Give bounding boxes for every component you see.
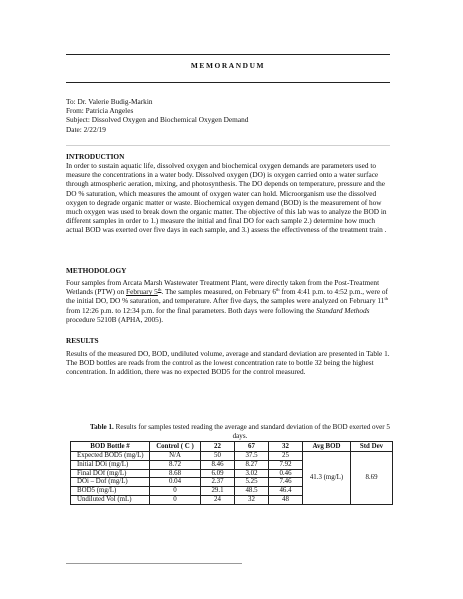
column-header: BOD Bottle #: [71, 442, 150, 452]
table-cell: N/A: [150, 452, 201, 461]
methodology-text-part: . The samples measured, on February 6: [161, 287, 276, 297]
introduction-section: [66, 161, 394, 235]
row-label: Undiluted Vol (mL): [71, 495, 150, 504]
table-cell: 48.5: [235, 487, 269, 496]
row-label: BOD5 (mg/L): [71, 487, 150, 496]
table-cell: 25: [269, 452, 303, 461]
table-cell: 46.4: [269, 487, 303, 496]
table-cell: 8.46: [201, 460, 235, 469]
table-cell: 8.72: [150, 460, 201, 469]
table-row: [71, 452, 393, 461]
memo-title: MEMORANDUM: [190, 61, 266, 70]
results-table: [70, 441, 393, 505]
row-label: Final DOf (mg/L): [71, 469, 150, 478]
results-text: Results of the measured DO, BOD, undiluted volume, average and standard deviation are presented in Table 1. The BOD bottles are reads from the control as the lowest concentration rate to bottle 32 being the highest concentration. In addition, there was no expected BOD5 for the control measured.: [66, 349, 390, 377]
methodology-text-part: from 4:41 p.m. to 4:52 p.m., were of the initial DO, DO % saturation, and temperature. After five days, the samples were analyzed on February 11: [66, 287, 388, 306]
memo-header-fields: [66, 97, 394, 134]
row-label: Initial DOi (mg/L): [71, 460, 150, 469]
memo-to: To: Dr. Valerie Budig-Markin: [66, 97, 153, 106]
table-cell: 8.68: [150, 469, 201, 478]
column-header: Avg BOD: [303, 442, 351, 452]
results-heading: RESULTS: [66, 336, 99, 345]
methodology-text: [66, 278, 394, 324]
table-cell: 0: [150, 495, 201, 504]
table-cell: 2.37: [201, 478, 235, 487]
footnote-rule: [66, 563, 242, 564]
standard-methods-italic: Standard Methods: [316, 305, 370, 315]
results-section: [66, 349, 394, 377]
table-cell: 50: [201, 452, 235, 461]
avg-bod-cell: 41.3 (mg/L): [303, 452, 351, 505]
methodology-section: [66, 278, 394, 324]
february-5-date: February 5: [126, 287, 158, 297]
memo-subject: Subject: Dissolved Oxygen and Biochemical Oxygen Demand: [66, 115, 249, 125]
row-label: Expected BOD5 (mg/L): [71, 452, 150, 461]
methodology-text-part: procedure 5210B (APHA, 2005).: [66, 314, 164, 324]
table-cell: 6.09: [201, 469, 235, 478]
introduction-text: In order to sustain aquatic life, dissolved oxygen and biochemical oxygen demands are parameters used to measure the concentrations in a water body. Dissolved oxygen (DO) is oxygen carried onto a water surface through atmospheric aeration, mixing, and photosynthesis. The DO depends on temperature, pressure and the DO % saturation, which measures the amount of oxygen water can hold. Microorganism use the dissolved oxygen to degrade organic matter or waste. Biochemical oxygen demand (BOD) is the measurement of how much oxygen was used to break down the organic matter. The objective of this lab was to analyze the BOD in different samples in order to 1.) measure the initial and final DO for each sample 2.) determine how much actual BOD was exerted over five days in each sample, and 3.) assess the effectiveness of the treatment train .: [66, 161, 387, 235]
methodology-text-part: Four samples from Arcata Marsh Wastewater Treatment Plant, were directly taken from the Post-Treatment Wetlands (PTW) on: [66, 278, 380, 297]
header-top-rule: [66, 54, 390, 55]
column-header: 22: [201, 442, 235, 452]
std-dev-cell: 8.69: [351, 452, 393, 505]
row-label: DOi – Dof (mg/L): [71, 478, 150, 487]
table-cell: 7.46: [269, 478, 303, 487]
introduction-heading: INTRODUCTION: [66, 152, 125, 161]
memo-date: Date: 2/22/19: [66, 124, 106, 134]
date-superscript: th: [157, 287, 162, 293]
column-header: 67: [235, 442, 269, 452]
table-cell: 0.04: [150, 478, 201, 487]
table-cell: 0.46: [269, 469, 303, 478]
date-superscript: th: [384, 296, 389, 302]
column-header: Std Dev: [351, 442, 393, 452]
table-caption: [90, 423, 390, 441]
header-bottom-rule: [66, 82, 390, 83]
table-cell: 32: [235, 495, 269, 504]
column-header: 32: [269, 442, 303, 452]
table-cell: 29.1: [201, 487, 235, 496]
table-cell: 37.5: [235, 452, 269, 461]
table-caption-text: Results for samples tested reading the average and standard deviation of the BOD exerted over 5 days.: [113, 423, 390, 440]
table-header-row: [71, 442, 393, 452]
table-cell: 3.02: [235, 469, 269, 478]
methodology-heading: METHODOLOGY: [66, 266, 127, 275]
table-cell: 0: [150, 487, 201, 496]
column-header: Control ( C ): [150, 442, 201, 452]
methodology-text-part: from 12:26 p.m. to 12:34 p.m. for the final parameters. Both days were following the: [66, 305, 317, 315]
table-cell: 7.92: [269, 460, 303, 469]
table-caption-label: Table 1.: [90, 423, 114, 431]
table-cell: 8.27: [235, 460, 269, 469]
memo-from: From: Patricia Angeles: [66, 106, 134, 116]
table-cell: 48: [269, 495, 303, 504]
table-cell: 24: [201, 495, 235, 504]
date-superscript: th: [275, 287, 280, 293]
table-cell: 5.25: [235, 478, 269, 487]
section-divider: [66, 145, 390, 146]
